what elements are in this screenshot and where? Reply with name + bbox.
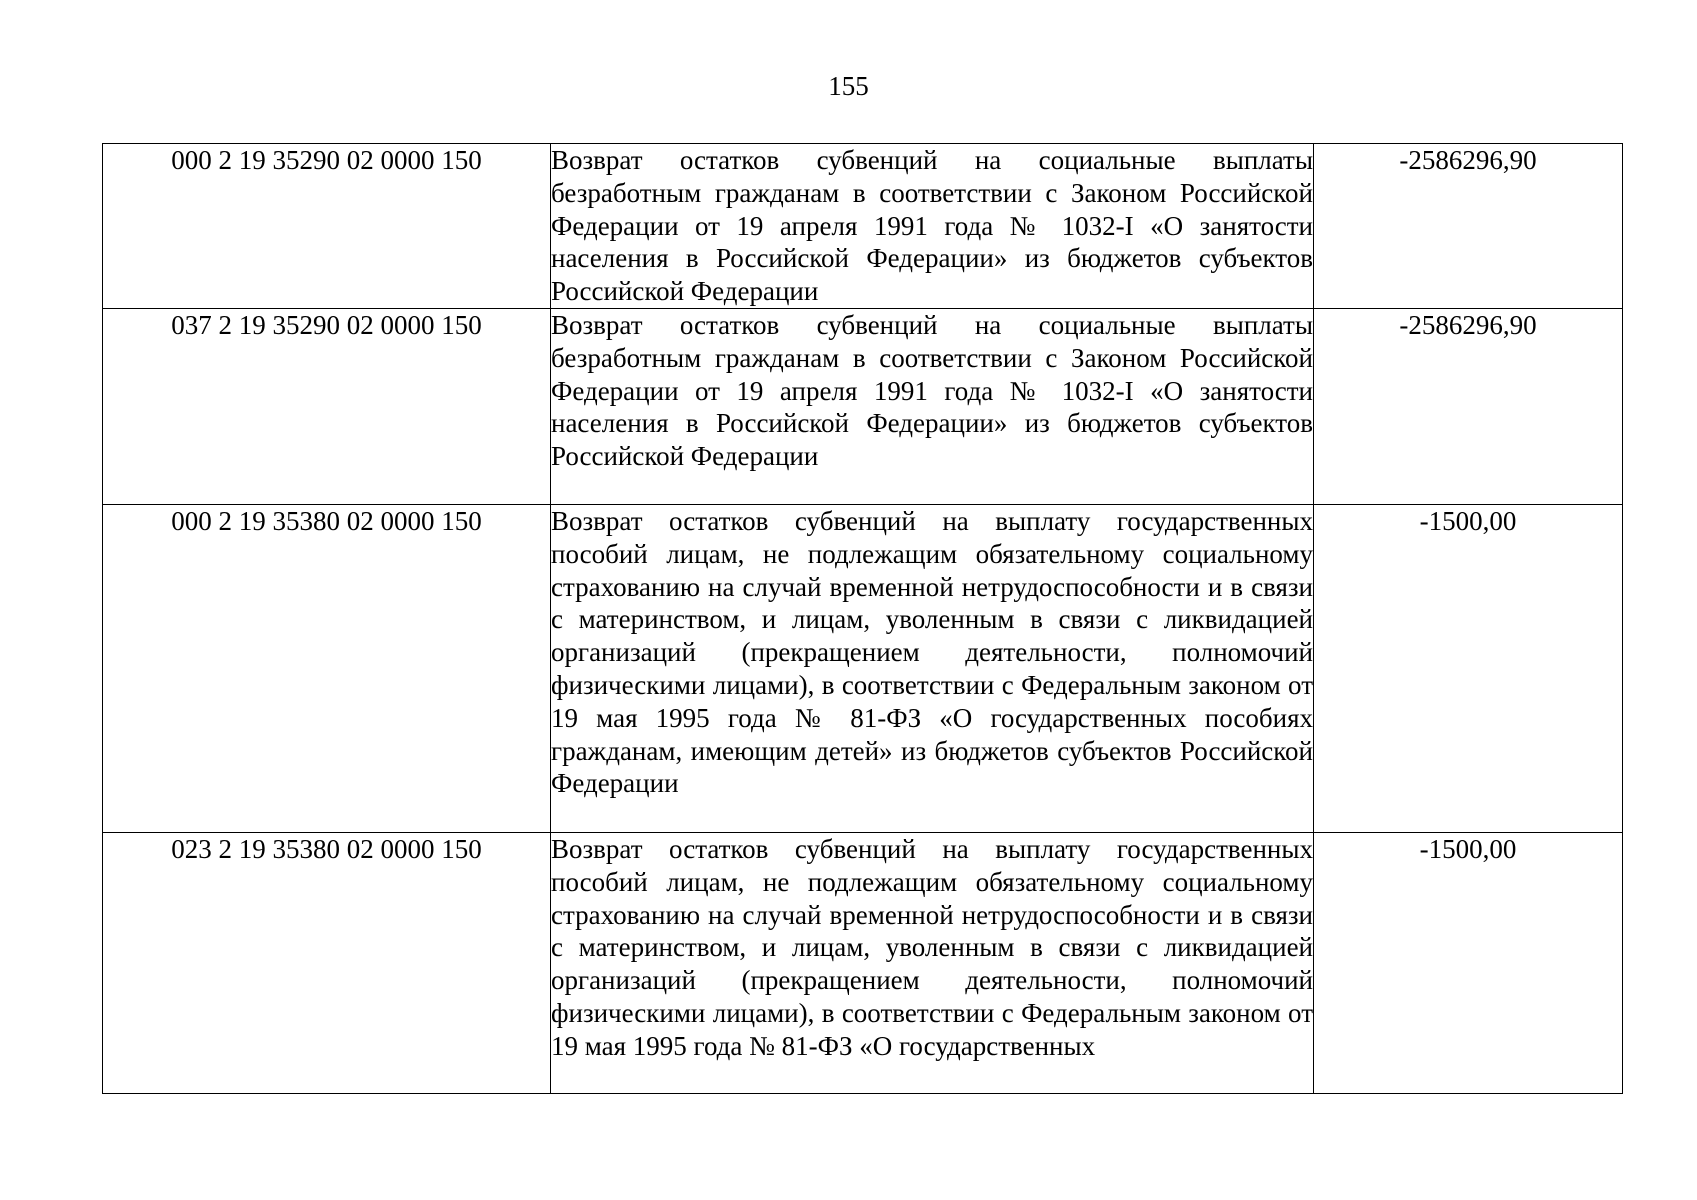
table-row [103, 832, 1623, 1093]
page-number: 155 [828, 71, 869, 101]
amount-cell: -1500,00 [1314, 832, 1623, 1093]
description-cell: Возврат остатков субвенций на социальные выплаты безработным гражданам в соответствии с Законом Российской Федерации от 19 апреля 1991 года № 1032-I «О занятости населения в Российской Федерации» из бюджетов субъектов Российской Федерации [551, 144, 1314, 309]
table-row [103, 308, 1623, 504]
amount-cell: -2586296,90 [1314, 308, 1623, 504]
budget-code-cell: 000 2 19 35290 02 0000 150 [103, 144, 551, 309]
budget-code-cell: 037 2 19 35290 02 0000 150 [103, 308, 551, 504]
description-cell: Возврат остатков субвенций на социальные выплаты безработным гражданам в соответствии с Законом Российской Федерации от 19 апреля 1991 года № 1032-I «О занятости населения в Российской Федерации» из бюджетов субъектов Российской Федерации [551, 308, 1314, 504]
budget-table [102, 143, 1623, 1094]
description-cell: Возврат остатков субвенций на выплату государственных пособий лицам, не подлежащим обязательному социальному страхованию на случай временной нетрудоспособности и в связи с материнством, и лицам, уволенным в связи с ликвидацией организаций (прекращением деятельности, полномочий физическими лицами), в соответствии с Федеральным законом от 19 мая 1995 года № 81-ФЗ «О государственных [551, 832, 1314, 1093]
budget-code-cell: 000 2 19 35380 02 0000 150 [103, 504, 551, 832]
table-row [103, 144, 1623, 309]
budget-code-cell: 023 2 19 35380 02 0000 150 [103, 832, 551, 1093]
description-cell: Возврат остатков субвенций на выплату государственных пособий лицам, не подлежащим обязательному социальному страхованию на случай временной нетрудоспособности и в связи с материнством, и лицам, уволенным в связи с ликвидацией организаций (прекращением деятельности, полномочий физическими лицами), в соответствии с Федеральным законом от 19 мая 1995 года № 81-ФЗ «О государственных пособиях гражданам, имеющим детей» из бюджетов субъектов Российской Федерации [551, 504, 1314, 832]
amount-cell: -2586296,90 [1314, 144, 1623, 309]
amount-cell: -1500,00 [1314, 504, 1623, 832]
table-row [103, 504, 1623, 832]
